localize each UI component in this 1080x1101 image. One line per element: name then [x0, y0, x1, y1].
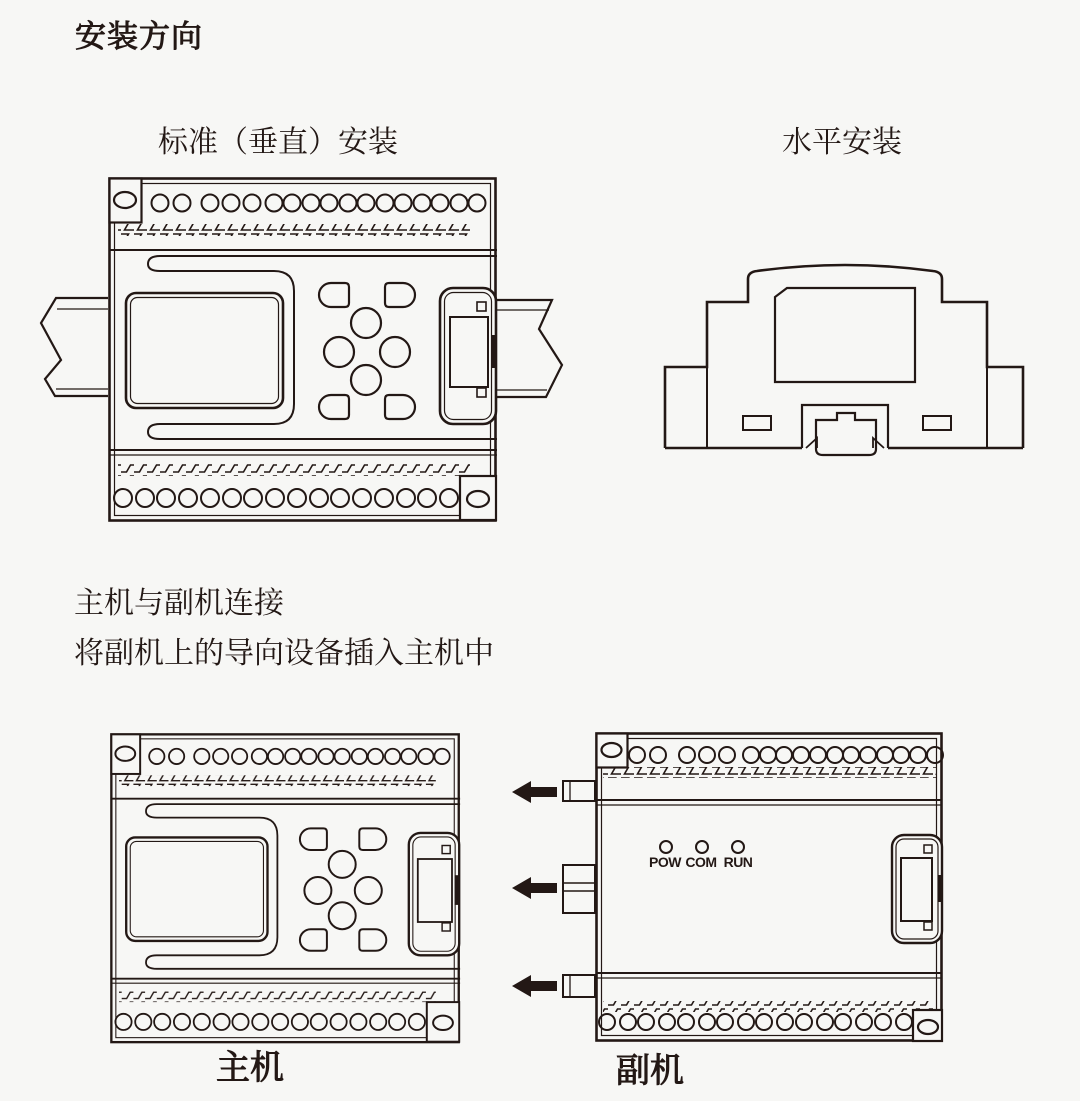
led-label-pow: POW [649, 854, 681, 870]
led-label-com: COM [685, 854, 717, 870]
din-rail-left [41, 298, 108, 396]
horizontal-install-figure [665, 265, 1023, 455]
horizontal-install-label: 水平安装 [782, 126, 902, 159]
connection-instruction: 将副机上的导向设备插入主机中 [74, 637, 494, 670]
mounting-tab-top-left [597, 734, 628, 768]
terminal-sawtooth-bottom [603, 1001, 933, 1012]
sub-unit-figure [563, 734, 943, 1042]
standard-install-figure [41, 179, 562, 521]
profile-slot-right [923, 416, 951, 430]
sub-unit-label: 副机 [616, 1053, 684, 1090]
din-rail-right [497, 300, 562, 397]
expansion-port [892, 835, 942, 943]
insert-arrow [512, 975, 557, 997]
profile-outline [665, 265, 1023, 448]
led-label-run: RUN [723, 854, 753, 870]
page-title: 安装方向 [75, 19, 203, 54]
profile-slot-left [743, 416, 771, 430]
main-unit-label: 主机 [216, 1050, 284, 1087]
guide-tab-bottom [563, 975, 595, 997]
guide-tabs [563, 781, 595, 997]
main-unit-figure [111, 734, 460, 1042]
device-body [597, 734, 942, 1041]
mounting-tab-bottom-right [913, 1010, 942, 1041]
guide-tab-middle [563, 865, 595, 913]
insert-arrow [512, 877, 557, 899]
standard-install-label: 标准（垂直）安装 [158, 126, 398, 159]
plc-device-front [109, 179, 497, 521]
connection-heading: 主机与副机连接 [74, 587, 284, 620]
profile-display [775, 288, 915, 382]
insert-arrows [512, 781, 557, 997]
terminal-sawtooth-top [603, 767, 936, 778]
insert-arrow [512, 781, 557, 803]
din-rail-clip [802, 405, 888, 455]
main-unit-device [111, 734, 460, 1042]
guide-tab-top [563, 781, 595, 801]
